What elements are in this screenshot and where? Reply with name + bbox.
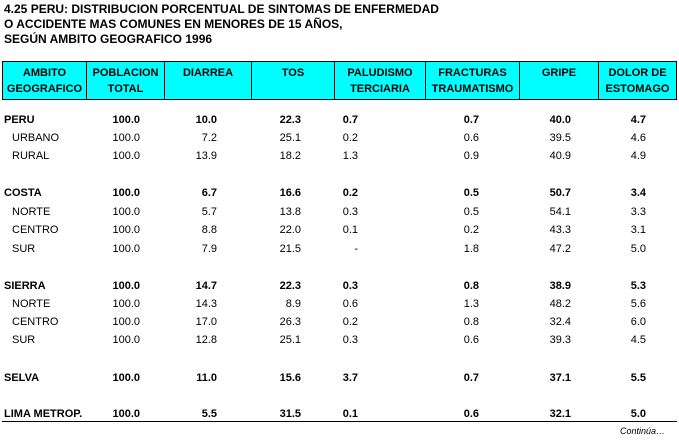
table-row [0,130,679,147]
cell-tos: 13.8 [279,206,301,218]
cell-fracturas: 0.7 [463,372,479,384]
cell-poblacion: 100.0 [112,114,140,126]
cell-poblacion: 100.0 [112,372,140,384]
cell-gripe: 32.1 [549,408,571,420]
cell-gripe: 43.3 [549,224,571,236]
cell-dolor: 4.6 [630,132,646,144]
title-line-1: 4.25 PERU: DISTRIBUCION PORCENTUAL DE SINTOMAS DE ENFERMEDAD [4,2,439,16]
cell-poblacion: 100.0 [112,206,140,218]
title-line-2: O ACCIDENTE MAS COMUNES EN MENORES DE 15 AÑOS, [4,17,343,31]
cell-tos: 22.3 [279,114,301,126]
cell-fracturas: 0.5 [463,206,479,218]
cell-diarrea: 17.0 [195,316,217,328]
table-row [0,112,679,129]
header-fracturas: FRACTURAS TRAUMATISMO [426,62,520,99]
cell-poblacion: 100.0 [112,408,140,420]
cell-gripe: 47.2 [549,243,571,255]
cell-dolor: 3.3 [630,206,646,218]
cell-paludismo: 0.7 [342,114,358,126]
cell-dolor: 5.5 [630,372,646,384]
cell-poblacion: 100.0 [112,243,140,255]
row-label: SELVA [4,372,40,384]
row-label: CENTRO [12,224,59,236]
cell-fracturas: 0.7 [463,114,479,126]
header-ambito: AMBITO GEOGRAFICO [2,62,87,99]
table-row [0,185,679,202]
table-row [0,332,679,349]
cell-tos: 25.1 [279,334,301,346]
cell-gripe: 39.5 [549,132,571,144]
table-row [0,204,679,221]
cell-gripe: 38.9 [549,280,571,292]
title-line-3: SEGÚN AMBITO GEOGRAFICO 1996 [4,32,213,46]
table-row [0,296,679,313]
cell-fracturas: 1.8 [463,243,479,255]
table-row [0,370,679,387]
table-title [4,2,439,47]
continua-note: Continúa… [619,426,665,436]
cell-fracturas: 0.6 [463,132,479,144]
row-label: CENTRO [12,316,59,328]
cell-diarrea: 12.8 [195,334,217,346]
header-poblacion: POBLACION TOTAL [87,62,165,99]
row-label: NORTE [12,206,51,218]
header-diarrea: DIARREA [165,62,252,99]
cell-gripe: 40.0 [549,114,571,126]
cell-paludismo: 0.3 [342,334,358,346]
cell-dolor: 3.1 [630,224,646,236]
cell-diarrea: 13.9 [195,150,217,162]
cell-paludismo: 3.7 [342,372,358,384]
cell-tos: 16.6 [279,187,301,199]
row-label: SIERRA [4,280,46,292]
cell-tos: 18.2 [279,150,301,162]
cell-fracturas: 0.8 [463,316,479,328]
cell-paludismo: 0.2 [342,187,358,199]
table-row [0,148,679,165]
cell-fracturas: 0.8 [463,280,479,292]
cell-diarrea: 14.7 [195,280,217,292]
row-label: SUR [12,334,36,346]
cell-poblacion: 100.0 [112,187,140,199]
cell-fracturas: 0.2 [463,224,479,236]
row-label: URBANO [12,132,60,144]
cell-poblacion: 100.0 [112,316,140,328]
cell-gripe: 48.2 [549,298,571,310]
cell-diarrea: 7.2 [201,132,217,144]
cell-tos: 21.5 [279,243,301,255]
cell-dolor: 5.3 [630,280,646,292]
cell-fracturas: 0.6 [463,408,479,420]
cell-diarrea: 6.7 [201,187,217,199]
cell-tos: 15.6 [279,372,301,384]
cell-diarrea: 14.3 [195,298,217,310]
cell-tos: 26.3 [279,316,301,328]
cell-tos: 25.1 [279,132,301,144]
cell-fracturas: 0.6 [463,334,479,346]
cell-paludismo: 0.1 [342,224,358,236]
row-label: LIMA METROP. [4,408,83,420]
cell-dolor: 4.9 [630,150,646,162]
header-tos: TOS [252,62,335,99]
cell-diarrea: 10.0 [195,114,217,126]
cell-paludismo: 0.2 [342,132,358,144]
cell-fracturas: 1.3 [463,298,479,310]
cell-paludismo: 0.3 [342,206,358,218]
row-label: NORTE [12,298,51,310]
cell-dolor: 6.0 [630,316,646,328]
cell-fracturas: 0.9 [463,150,479,162]
table-row [0,241,679,258]
cell-poblacion: 100.0 [112,280,140,292]
cell-diarrea: 5.5 [201,408,217,420]
row-label: COSTA [4,187,42,199]
header-paludismo: PALUDISMO TERCIARIA [335,62,426,99]
cell-tos: 22.0 [279,224,301,236]
row-label: SUR [12,243,36,255]
cell-paludismo: 0.6 [342,298,358,310]
cell-dolor: 4.5 [630,334,646,346]
table-row [0,278,679,295]
cell-poblacion: 100.0 [112,150,140,162]
cell-gripe: 50.7 [549,187,571,199]
cell-paludismo: - [354,243,358,255]
cell-diarrea: 5.7 [201,206,217,218]
cell-diarrea: 8.8 [201,224,217,236]
table-row [0,314,679,331]
cell-fracturas: 0.5 [463,187,479,199]
cell-paludismo: 0.2 [342,316,358,328]
header-gripe: GRIPE [520,62,599,99]
table-row [0,222,679,239]
cell-dolor: 5.0 [630,243,646,255]
cell-dolor: 5.0 [630,408,646,420]
cell-poblacion: 100.0 [112,132,140,144]
cell-dolor: 3.4 [630,187,646,199]
cell-tos: 22.3 [279,280,301,292]
bottom-rule [2,421,677,422]
cell-paludismo: 0.3 [342,280,358,292]
cell-gripe: 37.1 [549,372,571,384]
cell-gripe: 32.4 [549,316,571,328]
cell-dolor: 4.7 [630,114,646,126]
cell-gripe: 54.1 [549,206,571,218]
cell-diarrea: 11.0 [196,372,217,384]
cell-tos: 31.5 [279,408,301,420]
row-label: PERU [4,114,35,126]
cell-gripe: 39.3 [549,334,571,346]
cell-poblacion: 100.0 [112,298,140,310]
cell-poblacion: 100.0 [112,334,140,346]
row-label: RURAL [12,150,50,162]
cell-paludismo: 1.3 [342,150,358,162]
cell-diarrea: 7.9 [201,243,217,255]
cell-gripe: 40.9 [549,150,571,162]
cell-dolor: 5.6 [630,298,646,310]
cell-poblacion: 100.0 [112,224,140,236]
table-header [2,61,677,100]
header-dolor: DOLOR DE ESTOMAGO [599,62,677,99]
cell-tos: 8.9 [285,298,301,310]
cell-paludismo: 0.1 [342,408,358,420]
